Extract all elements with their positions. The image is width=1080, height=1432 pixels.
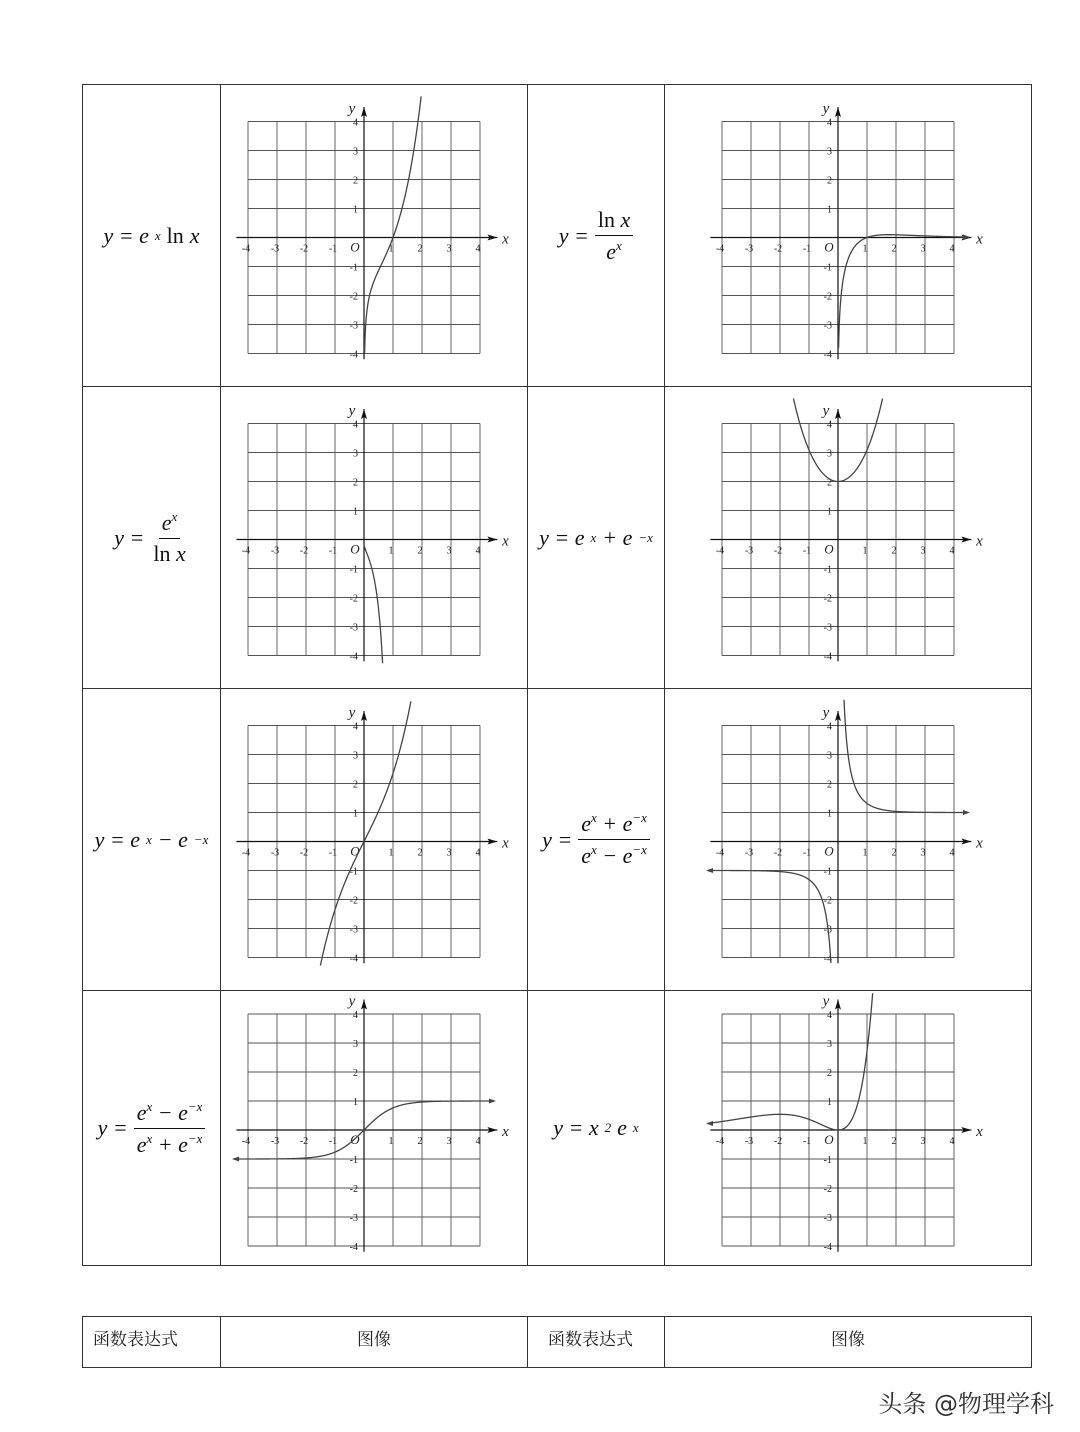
x-tick-label: -2 bbox=[773, 1136, 783, 1147]
x-tick-label: 2 bbox=[891, 243, 897, 255]
y-tick-label: 1 bbox=[353, 506, 358, 518]
y-tick-label: -2 bbox=[823, 895, 832, 907]
x-tick-label: -1 bbox=[328, 1136, 338, 1147]
x-tick-label: 2 bbox=[891, 1136, 897, 1147]
y-tick-label: -1 bbox=[349, 1155, 358, 1166]
header-graph-1: 图像 bbox=[357, 1330, 391, 1350]
y-axis-label: y bbox=[822, 101, 830, 117]
formula-cell bbox=[528, 991, 665, 1266]
y-tick-label: 2 bbox=[827, 175, 832, 187]
x-tick-label: 4 bbox=[475, 545, 481, 557]
y-tick-label: 3 bbox=[353, 1039, 358, 1050]
x-tick-label: 4 bbox=[475, 847, 481, 859]
x-tick-label: -2 bbox=[299, 1136, 309, 1147]
x-tick-label: 1 bbox=[388, 545, 394, 557]
x-tick-label: 2 bbox=[417, 243, 423, 255]
plot-cell bbox=[665, 991, 1032, 1266]
x-tick-label: -1 bbox=[328, 847, 338, 859]
y-tick-label: 2 bbox=[353, 1068, 358, 1079]
plot-cell bbox=[665, 387, 1032, 689]
y-tick-label: -3 bbox=[823, 924, 832, 936]
x-tick-label: 2 bbox=[417, 1136, 423, 1147]
x-tick-label: -1 bbox=[802, 847, 812, 859]
y-tick-label: 2 bbox=[353, 779, 358, 791]
x-tick-label: -3 bbox=[270, 243, 280, 255]
x-tick-label: 2 bbox=[417, 545, 423, 557]
y-tick-label: 1 bbox=[827, 808, 832, 820]
x-tick-label: 4 bbox=[949, 1136, 955, 1147]
function-curve bbox=[844, 700, 968, 813]
x-tick-label: 3 bbox=[446, 545, 452, 557]
y-tick-label: -1 bbox=[823, 262, 832, 274]
y-tick-label: 1 bbox=[353, 1097, 358, 1108]
y-tick-label: 4 bbox=[827, 117, 832, 129]
x-tick-label: -4 bbox=[241, 243, 251, 255]
formula-coth: y = $\frac{e^x + e^{-x}}{e^x - e^{-x}}$ bbox=[542, 810, 650, 869]
plot-cell bbox=[221, 689, 528, 991]
x-tick-label: -3 bbox=[270, 847, 280, 859]
x-tick-label: -4 bbox=[715, 243, 725, 255]
formula-cell bbox=[83, 689, 221, 991]
origin-label: O bbox=[350, 843, 360, 859]
y-tick-label: 3 bbox=[827, 750, 832, 762]
function-curve bbox=[320, 701, 410, 965]
x-tick-label: 3 bbox=[446, 1136, 452, 1147]
graph-x2-ex bbox=[665, 991, 1031, 1265]
origin-label: O bbox=[824, 843, 834, 859]
y-tick-label: -2 bbox=[823, 1184, 832, 1195]
function-curve bbox=[839, 235, 963, 348]
x-axis-label: x bbox=[502, 1124, 509, 1140]
y-axis-label: y bbox=[348, 705, 356, 721]
y-tick-label: -4 bbox=[349, 1242, 358, 1253]
x-tick-label: 1 bbox=[862, 243, 868, 255]
x-tick-label: 3 bbox=[920, 1136, 926, 1147]
x-axis-label: x bbox=[976, 835, 983, 852]
origin-label: O bbox=[824, 1132, 834, 1147]
x-tick-label: -2 bbox=[299, 545, 309, 557]
x-tick-label: -3 bbox=[744, 545, 754, 557]
y-tick-label: 2 bbox=[353, 477, 358, 489]
x-axis-label: x bbox=[976, 231, 983, 248]
y-axis-label: y bbox=[822, 403, 830, 419]
x-tick-label: -3 bbox=[744, 243, 754, 255]
formula-cell bbox=[83, 387, 221, 689]
curve-arrow-left-icon bbox=[232, 1156, 239, 1161]
graph-ex-over-lnx bbox=[221, 387, 527, 688]
graph-ex-plus-e-negx bbox=[665, 387, 1031, 688]
x-tick-label: 1 bbox=[388, 847, 394, 859]
header-cell bbox=[665, 1317, 1032, 1368]
x-tick-label: -3 bbox=[744, 847, 754, 859]
x-tick-label: -3 bbox=[744, 1136, 754, 1147]
y-tick-label: 3 bbox=[353, 750, 358, 762]
x-tick-label: -2 bbox=[773, 847, 783, 859]
y-tick-label: 4 bbox=[827, 721, 832, 733]
curve-arrow-right-icon bbox=[963, 810, 970, 815]
x-tick-label: 2 bbox=[891, 545, 897, 557]
header-expression-1: 函数表达式 bbox=[93, 1330, 178, 1350]
formula-cell bbox=[528, 689, 665, 991]
plot-cell bbox=[221, 387, 528, 689]
formula-cell bbox=[83, 991, 221, 1266]
formula-cell bbox=[83, 85, 221, 387]
y-tick-label: 1 bbox=[827, 506, 832, 518]
y-tick-label: -2 bbox=[349, 593, 358, 605]
y-tick-label: 4 bbox=[353, 1010, 358, 1021]
x-tick-label: 1 bbox=[862, 1136, 868, 1147]
x-tick-label: 3 bbox=[446, 847, 452, 859]
watermark: 头条 @物理学科 bbox=[878, 1390, 1054, 1418]
y-tick-label: -4 bbox=[823, 651, 832, 663]
y-tick-label: 1 bbox=[827, 1097, 832, 1108]
origin-label: O bbox=[350, 541, 360, 557]
curve-arrow-left-icon bbox=[706, 1121, 713, 1126]
x-tick-label: -1 bbox=[802, 1136, 812, 1147]
y-tick-label: -4 bbox=[823, 1242, 832, 1253]
y-tick-label: 3 bbox=[827, 448, 832, 460]
y-tick-label: -3 bbox=[823, 622, 832, 634]
x-tick-label: -3 bbox=[270, 545, 280, 557]
graph-ex-minus-e-negx bbox=[221, 689, 527, 990]
header-graph-2: 图像 bbox=[831, 1330, 865, 1350]
y-axis-label: y bbox=[822, 993, 830, 1010]
x-axis-label: x bbox=[502, 533, 509, 550]
y-axis-label: y bbox=[348, 993, 356, 1010]
y-tick-label: 2 bbox=[353, 175, 358, 187]
y-tick-label: -2 bbox=[349, 895, 358, 907]
y-tick-label: -3 bbox=[349, 622, 358, 634]
y-tick-label: -1 bbox=[349, 262, 358, 274]
y-tick-label: 3 bbox=[827, 146, 832, 158]
formula-lnx-over-ex: y = $\frac{\text{ln x}}{e^x}$ bbox=[559, 207, 634, 265]
x-tick-label: -2 bbox=[773, 243, 783, 255]
y-axis-label: y bbox=[348, 101, 356, 117]
x-tick-label: 1 bbox=[862, 847, 868, 859]
formula-ex-lnx: y = e x ln x bbox=[103, 222, 200, 248]
x-tick-label: 1 bbox=[388, 243, 394, 255]
graph-tanh bbox=[221, 991, 527, 1265]
y-tick-label: -1 bbox=[349, 866, 358, 878]
x-tick-label: 4 bbox=[949, 847, 955, 859]
function-curve bbox=[364, 543, 383, 663]
origin-label: O bbox=[824, 541, 834, 557]
plot-cell bbox=[665, 689, 1032, 991]
y-tick-label: -2 bbox=[823, 291, 832, 303]
x-tick-label: 2 bbox=[417, 847, 423, 859]
plot-cell bbox=[221, 85, 528, 387]
x-tick-label: -4 bbox=[241, 545, 251, 557]
formula-cell bbox=[528, 85, 665, 387]
x-tick-label: 4 bbox=[949, 243, 955, 255]
x-tick-label: 3 bbox=[920, 243, 926, 255]
y-tick-label: -3 bbox=[823, 320, 832, 332]
x-tick-label: -2 bbox=[773, 545, 783, 557]
function-curve bbox=[708, 871, 831, 963]
y-axis-label: y bbox=[348, 403, 356, 419]
header-cell bbox=[83, 1317, 221, 1368]
x-tick-label: -2 bbox=[299, 243, 309, 255]
x-tick-label: -4 bbox=[715, 545, 725, 557]
graph-coth bbox=[665, 689, 1031, 990]
header-cell bbox=[528, 1317, 665, 1368]
x-axis-label: x bbox=[502, 231, 509, 248]
header-row-table bbox=[82, 1316, 1032, 1368]
origin-label: O bbox=[824, 239, 834, 255]
y-tick-label: -3 bbox=[349, 320, 358, 332]
x-axis-label: x bbox=[976, 1124, 983, 1140]
x-tick-label: -3 bbox=[270, 1136, 280, 1147]
x-tick-label: -4 bbox=[241, 1136, 251, 1147]
x-tick-label: -1 bbox=[802, 545, 812, 557]
y-tick-label: 3 bbox=[827, 1039, 832, 1050]
x-tick-label: 2 bbox=[891, 847, 897, 859]
x-tick-label: 1 bbox=[388, 1136, 394, 1147]
y-tick-label: 4 bbox=[827, 1010, 832, 1021]
graph-ex-lnx bbox=[221, 85, 527, 386]
y-tick-label: -3 bbox=[349, 924, 358, 936]
formula-ex-plus-e-negx: y = e x + e −x bbox=[539, 524, 653, 550]
y-tick-label: -1 bbox=[823, 866, 832, 878]
x-axis-label: x bbox=[976, 533, 983, 550]
x-tick-label: -4 bbox=[715, 847, 725, 859]
y-tick-label: 2 bbox=[827, 477, 832, 489]
formula-x2-ex: y = x 2 e x bbox=[553, 1115, 639, 1140]
origin-label: O bbox=[350, 239, 360, 255]
plot-cell bbox=[665, 85, 1032, 387]
y-tick-label: -1 bbox=[823, 564, 832, 576]
x-tick-label: 4 bbox=[475, 1136, 481, 1147]
x-tick-label: -1 bbox=[328, 545, 338, 557]
y-tick-label: -4 bbox=[349, 349, 358, 361]
y-axis-label: y bbox=[822, 705, 830, 721]
x-tick-label: -4 bbox=[241, 847, 251, 859]
y-tick-label: -4 bbox=[823, 349, 832, 361]
y-tick-label: 4 bbox=[353, 721, 358, 733]
y-tick-label: -4 bbox=[349, 953, 358, 965]
y-tick-label: -3 bbox=[823, 1213, 832, 1224]
header-expression-2: 函数表达式 bbox=[548, 1330, 633, 1350]
y-tick-label: -4 bbox=[349, 651, 358, 663]
y-tick-label: -3 bbox=[349, 1213, 358, 1224]
formula-tanh: y = $\frac{e^x - e^{-x}}{e^x + e^{-x}}$ bbox=[98, 1099, 206, 1158]
x-axis-label: x bbox=[502, 835, 509, 852]
y-tick-label: 2 bbox=[827, 1068, 832, 1079]
x-tick-label: -2 bbox=[299, 847, 309, 859]
x-tick-label: 3 bbox=[446, 243, 452, 255]
x-tick-label: -1 bbox=[328, 243, 338, 255]
x-tick-label: 3 bbox=[920, 545, 926, 557]
x-tick-label: 4 bbox=[475, 243, 481, 255]
x-tick-label: -4 bbox=[715, 1136, 725, 1147]
y-tick-label: 1 bbox=[353, 808, 358, 820]
y-tick-label: -2 bbox=[823, 593, 832, 605]
x-tick-label: 4 bbox=[949, 545, 955, 557]
y-tick-label: -2 bbox=[349, 291, 358, 303]
y-tick-label: 2 bbox=[827, 779, 832, 791]
y-tick-label: 1 bbox=[827, 204, 832, 216]
plot-cell bbox=[221, 991, 528, 1266]
y-tick-label: -1 bbox=[349, 564, 358, 576]
y-tick-label: 1 bbox=[353, 204, 358, 216]
y-tick-label: 4 bbox=[827, 419, 832, 431]
function-graph-table bbox=[82, 84, 1032, 1266]
y-tick-label: 4 bbox=[353, 117, 358, 129]
x-tick-label: -1 bbox=[802, 243, 812, 255]
y-tick-label: 4 bbox=[353, 419, 358, 431]
formula-cell bbox=[528, 387, 665, 689]
curve-arrow-left-icon bbox=[706, 868, 713, 873]
curve-arrow-right-icon bbox=[489, 1099, 496, 1104]
y-tick-label: 3 bbox=[353, 146, 358, 158]
graph-lnx-over-ex bbox=[665, 85, 1031, 386]
x-tick-label: 3 bbox=[920, 847, 926, 859]
y-tick-label: 3 bbox=[353, 448, 358, 460]
x-tick-label: 1 bbox=[862, 545, 868, 557]
header-cell bbox=[221, 1317, 528, 1368]
y-tick-label: -2 bbox=[349, 1184, 358, 1195]
formula-ex-over-lnx: y = $\frac{e^x}{\text{ln x}}$ bbox=[114, 508, 186, 566]
y-tick-label: -1 bbox=[823, 1155, 832, 1166]
origin-label: O bbox=[350, 1132, 360, 1147]
y-tick-label: -4 bbox=[823, 953, 832, 965]
formula-ex-minus-e-negx: y = e x − e −x bbox=[94, 826, 209, 852]
